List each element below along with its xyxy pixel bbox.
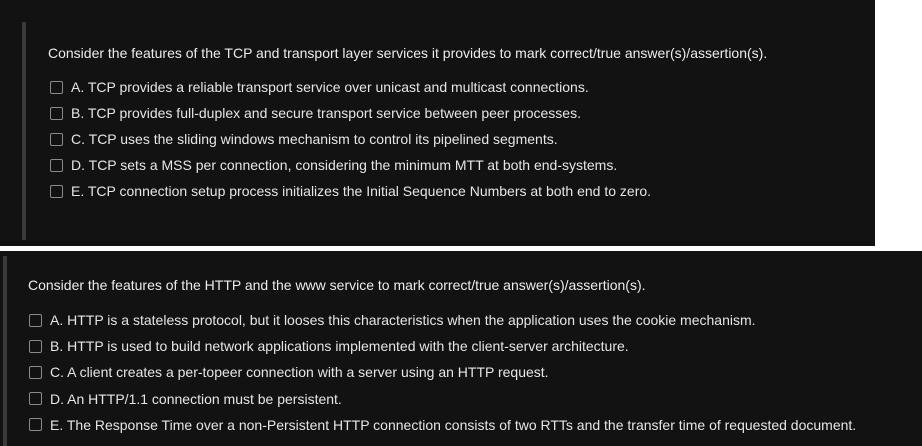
answer-label: A. HTTP is a stateless protocol, but it looses this characteristics when the application uses the cookie mechanism. (50, 312, 756, 329)
answer-option-d[interactable] (50, 152, 651, 178)
answer-option-e[interactable] (50, 178, 651, 204)
question-text: Consider the features of the HTTP and the www service to mark correct/true answer(s)/assertion(s). (28, 277, 646, 293)
answer-options (50, 74, 651, 204)
answer-label: B. TCP provides full-duplex and secure transport service between peer processes. (71, 105, 581, 121)
answer-options (29, 307, 856, 438)
checkbox-c[interactable] (29, 366, 42, 379)
panel-accent-bar (22, 22, 26, 240)
checkbox-e[interactable] (50, 185, 63, 198)
answer-option-b[interactable] (50, 100, 651, 126)
answer-label: E. The Response Time over a non-Persistent HTTP connection consists of two RTTs and the transfer time of requested document. (50, 416, 857, 433)
answer-label: A. TCP provides a reliable transport service over unicast and multicast connections. (71, 79, 589, 95)
checkbox-d[interactable] (29, 392, 42, 405)
answer-option-c[interactable] (29, 359, 856, 385)
answer-option-a[interactable] (29, 307, 856, 333)
answer-option-d[interactable] (29, 386, 856, 412)
checkbox-b[interactable] (29, 340, 42, 353)
checkbox-b[interactable] (50, 107, 63, 120)
checkbox-a[interactable] (50, 81, 63, 94)
answer-option-e[interactable] (29, 412, 856, 438)
answer-label: D. An HTTP/1.1 connection must be persistent. (50, 390, 342, 407)
checkbox-e[interactable] (29, 418, 42, 431)
checkbox-d[interactable] (50, 159, 63, 172)
answer-label: C. TCP uses the sliding windows mechanism to control its pipelined segments. (71, 131, 558, 147)
answer-label: B. HTTP is used to build network applications implemented with the client-server architecture. (50, 338, 629, 355)
answer-label: E. TCP connection setup process initializes the Initial Sequence Numbers at both end to zero. (71, 183, 652, 199)
checkbox-c[interactable] (50, 133, 63, 146)
answer-option-a[interactable] (50, 74, 651, 100)
panel-accent-bar (3, 256, 7, 446)
answer-option-b[interactable] (29, 333, 856, 359)
question-panel-http (0, 251, 922, 446)
answer-option-c[interactable] (50, 126, 651, 152)
answer-label: C. A client creates a per-topeer connection with a server using an HTTP request. (50, 364, 549, 381)
answer-label: D. TCP sets a MSS per connection, considering the minimum MTT at both end-systems. (71, 157, 618, 173)
question-text: Consider the features of the TCP and transport layer services it provides to mark correct/true answer(s)/assertion(s). (48, 45, 768, 61)
checkbox-a[interactable] (29, 314, 42, 327)
